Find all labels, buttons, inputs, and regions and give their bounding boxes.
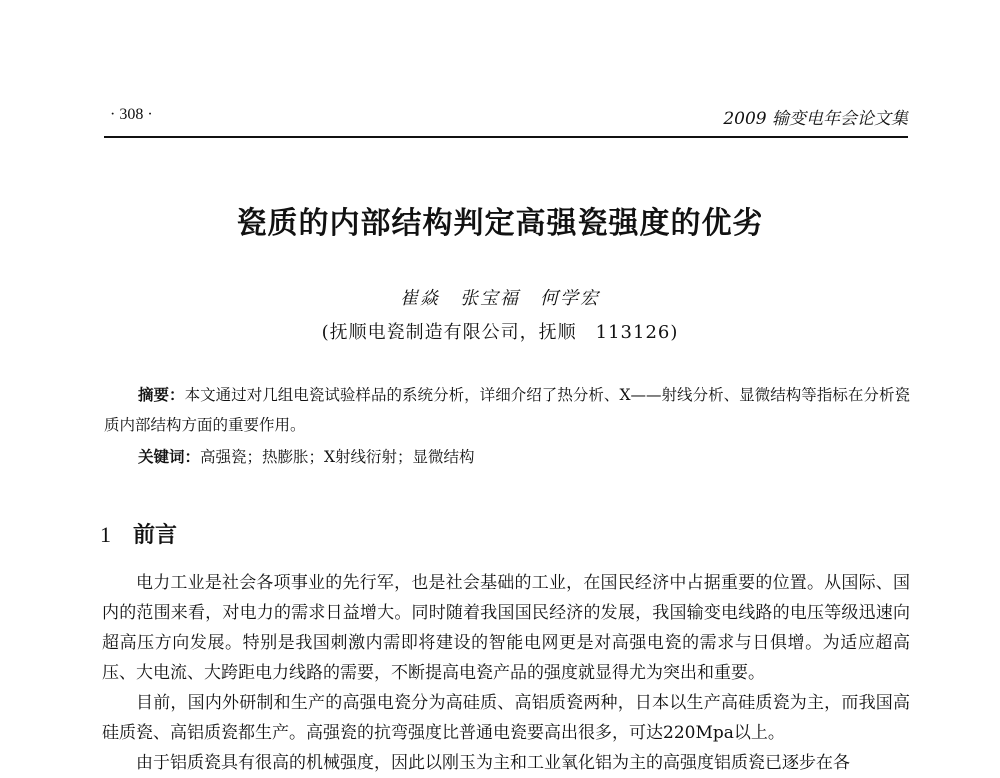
section-title: 前言 — [133, 523, 178, 548]
body-paragraph: 电力工业是社会各项事业的先行军，也是社会基础的工业，在国民经济中占据重要的位置。从国际、国内的范围来看，对电力的需求日益增大。同时随着我国国民经济的发展，我国输变电线路的电压等级迅速向超高压方向发展。特别是我国刺激内需即将建设的智能电网更是对高强电瓷的需求与日俱增。为适应超高压、大电流、大跨距电力线路的需要，不断提高电瓷产品的强度就显得尤为突出和重要。 — [102, 573, 910, 683]
body-text — [102, 568, 910, 748]
body-paragraph: 目前，国内外研制和生产的高强电瓷分为高硅质、高铝质瓷两种，日本以生产高硅质瓷为主，而我国高硅质瓷、高铝质瓷都生产。高强瓷的抗弯强度比普通电瓷要高出很多，可达220Mpa以上。 — [102, 693, 910, 743]
running-header — [104, 100, 908, 138]
keywords-text: 高强瓷；热膨胀；X射线衍射；显微结构 — [200, 448, 475, 466]
abstract-text: 本文通过对几组电瓷试验样品的系统分析，详细介绍了热分析、X——射线分析、显微结构等指标在分析瓷质内部结构方面的重要作用。 — [104, 386, 910, 434]
body-paragraph-clipped: 由于铝质瓷具有很高的机械强度，因此以刚玉为主和工业氧化铝为主的高强度铝质瓷已逐步在各 — [136, 753, 850, 773]
author-list: 崔焱 张宝福 何学宏 — [400, 288, 600, 309]
journal-name: 2009 输变电年会论文集 — [723, 109, 908, 129]
keywords-label: 关键词： — [138, 447, 201, 466]
keywords — [138, 442, 908, 472]
paper-title: 瓷质的内部结构判定高强瓷强度的优劣 — [236, 206, 764, 241]
abstract-label: 摘要： — [138, 385, 185, 404]
section-number: 1 — [100, 522, 111, 547]
page-number: · 308 · — [110, 106, 153, 123]
author-affiliation: (抚顺电瓷制造有限公司，抚顺 113126) — [321, 322, 679, 343]
section-heading — [100, 518, 177, 549]
abstract — [104, 380, 910, 440]
